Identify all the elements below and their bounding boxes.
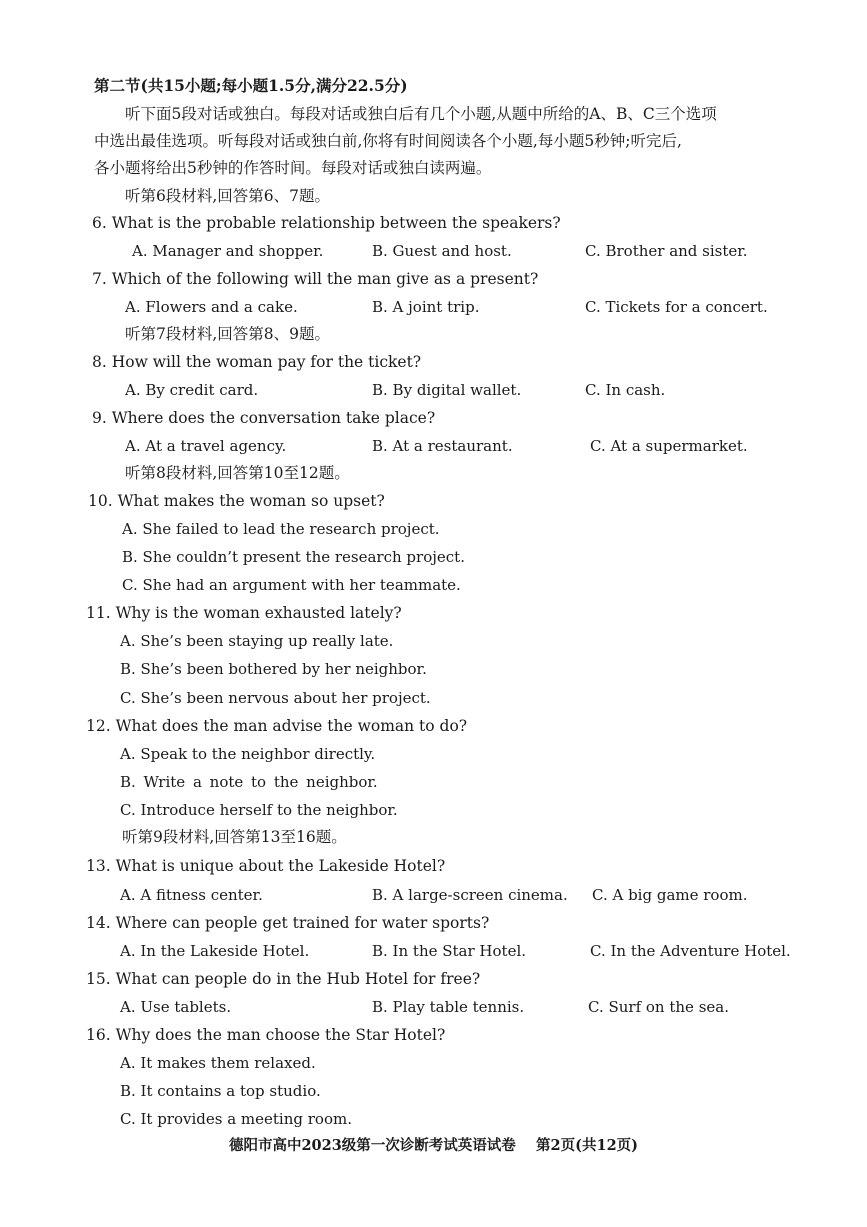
option-a: A. Speak to the neighbor directly.: [120, 745, 376, 763]
option-c: C. Surf on the sea.: [588, 998, 729, 1016]
instruction-line-3: 各小题将给出5秒钟的作答时间。每段对话或独白读两遍。: [94, 159, 492, 177]
instruction-line-2: 中选出最佳选项。听每段对话或独白前,你将有时间阅读各个小题,每小题5秒钟;听完后,: [94, 132, 682, 150]
option-c: C. At a supermarket.: [590, 437, 748, 455]
option-b: B. She couldn’t present the research project.: [122, 548, 465, 566]
group-header: 听第7段材料,回答第8、9题。: [125, 325, 331, 343]
option-b: B. She’s been bothered by her neighbor.: [120, 660, 427, 678]
question-stem: 14. Where can people get trained for water sports?: [86, 914, 490, 932]
group-header: 听第6段材料,回答第6、7题。: [125, 187, 331, 205]
question-stem: 10. What makes the woman so upset?: [88, 492, 385, 510]
question-stem: 16. Why does the man choose the Star Hotel?: [86, 1026, 446, 1044]
question-stem: 12. What does the man advise the woman to do?: [86, 717, 468, 735]
group-header: 听第9段材料,回答第13至16题。: [122, 828, 347, 846]
question-stem: 7. Which of the following will the man give as a present?: [92, 270, 539, 288]
option-a: A. A fitness center.: [120, 886, 263, 904]
option-b: B. Write a note to the neighbor.: [120, 773, 378, 791]
exam-title: 德阳市高中2023级第一次诊断考试英语试卷: [228, 1137, 516, 1154]
option-c: C. Brother and sister.: [585, 242, 748, 260]
option-b: B. Play table tennis.: [372, 998, 525, 1016]
instruction-line-1: 听下面5段对话或独白。每段对话或独白后有几个小题,从题中所给的A、B、C三个选项: [125, 105, 717, 123]
option-c: C. In the Adventure Hotel.: [590, 942, 791, 960]
group-header: 听第8段材料,回答第10至12题。: [125, 464, 350, 482]
option-c: C. She had an argument with her teammate.: [122, 576, 461, 594]
option-b: B. At a restaurant.: [372, 437, 513, 455]
option-a: A. Flowers and a cake.: [125, 298, 298, 316]
option-a: A. In the Lakeside Hotel.: [120, 942, 310, 960]
option-b: B. Guest and host.: [372, 242, 512, 260]
option-a: A. Manager and shopper.: [132, 242, 324, 260]
option-b: B. In the Star Hotel.: [372, 942, 527, 960]
option-a: A. By credit card.: [125, 381, 259, 399]
question-stem: 6. What is the probable relationship between the speakers?: [92, 214, 561, 232]
page-footer: [0, 1136, 867, 1156]
option-b: B. A large-screen cinema.: [372, 886, 568, 904]
option-c: C. Introduce herself to the neighbor.: [120, 801, 398, 819]
option-c: C. She’s been nervous about her project.: [120, 689, 431, 707]
question-stem: 13. What is unique about the Lakeside Hotel?: [86, 857, 446, 875]
option-a: A. It makes them relaxed.: [120, 1054, 316, 1072]
question-stem: 15. What can people do in the Hub Hotel for free?: [86, 970, 481, 988]
option-a: A. At a travel agency.: [125, 437, 287, 455]
option-b: B. By digital wallet.: [372, 381, 522, 399]
section-title: 第二节(共15小题;每小题1.5分,满分22.5分): [94, 76, 408, 95]
question-stem: 9. Where does the conversation take place?: [92, 409, 436, 427]
option-b: B. A joint trip.: [372, 298, 480, 316]
option-a: A. She’s been staying up really late.: [120, 632, 394, 650]
option-a: A. She failed to lead the research project.: [122, 520, 440, 538]
option-a: A. Use tablets.: [120, 998, 232, 1016]
option-b: B. It contains a top studio.: [120, 1082, 321, 1100]
option-c: C. It provides a meeting room.: [120, 1110, 352, 1128]
page-number: 第2页(共12页): [536, 1137, 639, 1154]
question-stem: 8. How will the woman pay for the ticket?: [92, 353, 422, 371]
question-stem: 11. Why is the woman exhausted lately?: [86, 604, 402, 622]
option-c: C. A big game room.: [592, 886, 748, 904]
option-c: C. Tickets for a concert.: [585, 298, 768, 316]
option-c: C. In cash.: [585, 381, 666, 399]
